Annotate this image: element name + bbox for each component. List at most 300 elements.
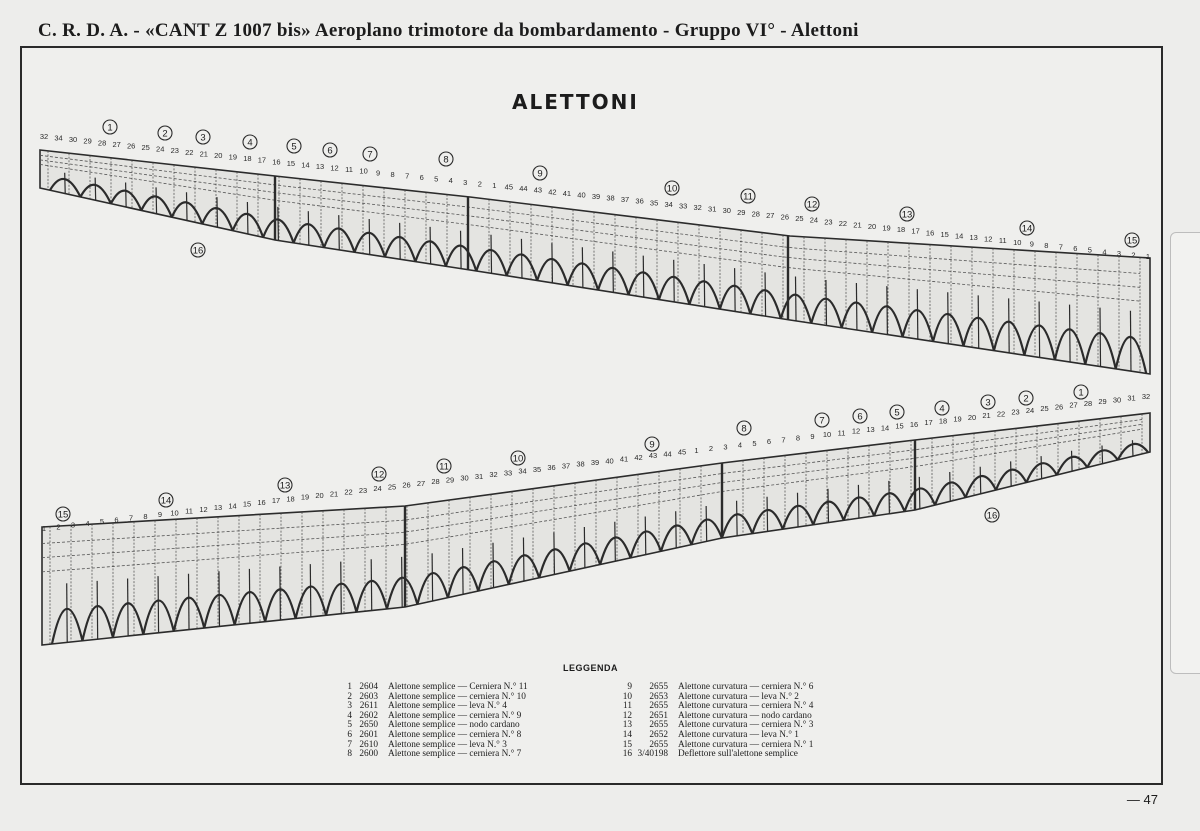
rib-number: 7 <box>128 513 134 523</box>
legend-item-number: 13 <box>622 720 632 731</box>
legend-item-number: 1 <box>347 682 352 692</box>
legend-item-code: 2602 <box>359 710 378 721</box>
truss-strut <box>828 489 829 523</box>
legend-left-column <box>338 683 618 760</box>
rib-number: 30 <box>722 206 731 216</box>
truss-strut <box>369 219 370 255</box>
truss-strut <box>889 481 890 514</box>
rib-number: 14 <box>954 231 964 241</box>
truss-strut <box>1009 298 1010 352</box>
rib-number: 38 <box>576 459 585 469</box>
rib-number: 28 <box>431 477 440 487</box>
truss-strut <box>676 511 677 548</box>
rib-number: 7 <box>405 171 410 181</box>
truss-strut <box>978 295 979 348</box>
legend-item-code: 2653 <box>649 691 668 702</box>
legend-item-number: 4 <box>347 710 352 721</box>
truss-strut <box>217 197 218 227</box>
rib-number: 10 <box>359 166 368 176</box>
rib-number: 28 <box>751 209 760 219</box>
rib-number: 13 <box>315 162 325 171</box>
legend-item-number: 9 <box>627 682 632 692</box>
rib-number: 27 <box>1069 400 1078 410</box>
rib-number: 29 <box>1098 397 1107 407</box>
truss-strut <box>765 272 766 316</box>
rib-number: 22 <box>344 487 353 497</box>
legend-item-number: 14 <box>622 729 632 740</box>
legend-item-text: Alettone curvatura — nodo cardano <box>678 710 812 721</box>
rib-number: 24 <box>373 484 382 494</box>
legend-item-code: 2655 <box>649 701 668 712</box>
truss-strut <box>400 223 401 259</box>
truss-strut <box>643 256 644 298</box>
rib-number: 44 <box>519 184 528 194</box>
truss-strut <box>826 280 827 326</box>
rib-number: 21 <box>199 149 208 159</box>
legend-item-number: 15 <box>622 739 632 750</box>
rib-number: 15 <box>940 229 949 239</box>
truss-strut <box>584 527 585 568</box>
rib-number: 6 <box>114 515 119 525</box>
rib-number: 12 <box>851 426 861 436</box>
rib-number: 6 <box>766 437 772 447</box>
truss-strut <box>950 472 951 501</box>
callout-number: 13 <box>901 209 913 221</box>
rib-number: 11 <box>185 506 193 516</box>
truss-strut <box>430 227 431 264</box>
truss-strut <box>187 192 188 220</box>
truss-strut <box>339 215 340 250</box>
callout-number: 8 <box>741 423 747 435</box>
truss-strut <box>704 264 705 307</box>
rib-number: 26 <box>126 141 136 151</box>
rib-number: 35 <box>532 464 542 474</box>
truss-strut <box>887 286 888 334</box>
rib-number: 45 <box>677 447 687 457</box>
rib-number: 38 <box>606 193 615 203</box>
legend-item-text: Alettone semplice — leva N.° 4 <box>388 701 507 712</box>
rib-number: 32 <box>693 203 702 213</box>
rib-number: 28 <box>97 138 107 148</box>
rib-number: 16 <box>257 497 266 507</box>
callout-number: 9 <box>537 168 543 180</box>
rib-number: 43 <box>648 451 658 461</box>
callout-number: 9 <box>649 439 655 451</box>
rib-number: 5 <box>434 174 439 184</box>
legend-item-number: 6 <box>347 729 352 740</box>
callout-number: 15 <box>57 509 69 521</box>
legend-row <box>618 750 898 760</box>
legend-item-text: Alettone semplice — cerniera N.° 9 <box>388 710 522 721</box>
rib-number: 4 <box>1102 247 1107 257</box>
truss-strut <box>798 493 799 527</box>
rib-number: 17 <box>271 496 281 506</box>
callout-number: 7 <box>819 415 825 427</box>
rib-number: 24 <box>156 144 165 154</box>
truss-strut <box>674 260 675 302</box>
callout-number: 12 <box>806 199 818 211</box>
rib-number: 5 <box>752 438 757 448</box>
rib-number: 9 <box>1029 239 1034 249</box>
legend-item-text: Deflettore sull'alettone semplice <box>678 749 798 760</box>
rib-number: 41 <box>562 188 572 198</box>
truss-strut <box>582 247 583 287</box>
callout-number: 2 <box>1023 393 1029 405</box>
callout-number: 10 <box>512 453 524 465</box>
rib-number: 13 <box>213 503 223 513</box>
rib-number: 16 <box>909 419 919 429</box>
rib-number: 39 <box>591 192 601 201</box>
callout-number: 8 <box>443 154 449 166</box>
rib-number: 25 <box>141 143 150 153</box>
truss-strut <box>1102 445 1103 463</box>
rib-number: 21 <box>853 220 862 230</box>
callout-number: 4 <box>247 137 253 149</box>
truss-strut <box>158 576 159 633</box>
legend-item-number: 7 <box>347 739 352 750</box>
rib-number: 30 <box>68 135 78 145</box>
rib-number: 42 <box>634 452 643 462</box>
callout-number: 5 <box>894 407 900 419</box>
rib-number: 33 <box>678 201 688 211</box>
truss-strut <box>67 583 68 642</box>
rib-number: 18 <box>243 154 252 164</box>
rib-number: 16 <box>925 228 935 238</box>
rib-number: 10 <box>822 430 832 440</box>
callout-number: 11 <box>743 191 753 203</box>
truss-strut <box>615 522 616 561</box>
rib-number: 21 <box>982 411 991 421</box>
rib-number: 10 <box>1013 237 1022 247</box>
rib-number: 5 <box>99 517 105 527</box>
rib-number: 17 <box>924 418 933 428</box>
rib-number: 12 <box>984 234 993 244</box>
rib-number: 30 <box>1112 395 1122 405</box>
rib-number: 12 <box>199 504 208 514</box>
rib-number: 22 <box>838 218 848 228</box>
rib-number: 4 <box>448 176 453 186</box>
rib-number: 2 <box>56 522 61 532</box>
truss-strut <box>948 292 949 343</box>
callout-number: 6 <box>857 411 863 423</box>
rib-number: 37 <box>620 195 630 205</box>
truss-strut <box>493 543 494 588</box>
truss-strut <box>554 532 555 574</box>
rib-number: 24 <box>809 215 819 225</box>
rib-number: 35 <box>649 198 659 208</box>
legend-item-number: 3 <box>347 701 352 712</box>
rib-number: 17 <box>911 226 920 236</box>
rib-number: 20 <box>967 412 977 422</box>
rib-number: 13 <box>969 233 978 243</box>
rib-number: 7 <box>1058 242 1063 252</box>
truss-strut <box>65 173 66 194</box>
rib-number: 40 <box>577 190 586 200</box>
rib-number: 2 <box>477 179 482 189</box>
rib-number: 23 <box>170 146 179 156</box>
truss-strut <box>858 485 859 518</box>
truss-strut <box>278 207 279 240</box>
callout-number: 16 <box>192 245 204 257</box>
callout-number: 1 <box>107 122 113 134</box>
rib-number: 1 <box>1145 252 1151 261</box>
legend-item-number: 16 <box>622 749 632 760</box>
truss-strut <box>1132 440 1133 456</box>
legend-item-code: 2655 <box>649 682 668 692</box>
rib-number: 34 <box>518 466 527 476</box>
truss-strut <box>1100 308 1101 367</box>
drawing-title: ALETTONI <box>512 90 639 114</box>
rib-number: 1 <box>41 524 47 533</box>
rib-number: 22 <box>996 409 1006 419</box>
rib-number: 20 <box>867 222 877 231</box>
legend-title: LEGGENDA <box>563 663 619 673</box>
truss-strut <box>1011 461 1012 486</box>
rib-number: 32 <box>1141 392 1151 401</box>
rib-number: 29 <box>737 207 746 217</box>
truss-strut <box>308 211 309 245</box>
truss-strut <box>247 202 248 234</box>
truss-strut <box>189 574 190 630</box>
legend-row <box>338 750 618 760</box>
rib-number: 1 <box>694 445 699 455</box>
truss-strut <box>737 501 738 536</box>
rib-number: 2 <box>1131 250 1136 260</box>
legend-item-text: Alettone semplice — cerniera N.° 7 <box>388 749 522 760</box>
callout-number: 11 <box>439 461 449 473</box>
legend-item-code: 2651 <box>649 710 668 721</box>
callout-number: 4 <box>939 403 945 415</box>
rib-number: 8 <box>390 169 395 179</box>
rib-number: 30 <box>460 473 469 483</box>
rib-number: 27 <box>766 210 775 220</box>
truss-strut <box>1039 302 1040 358</box>
callout-number: 7 <box>367 149 373 161</box>
rib-number: 15 <box>895 421 904 431</box>
truss-strut <box>1070 305 1071 362</box>
legend-item-number: 2 <box>347 691 352 702</box>
truss-strut <box>463 548 464 594</box>
truss-strut <box>645 517 646 555</box>
rib-number: 1 <box>492 180 497 190</box>
rib-number: 4 <box>85 518 90 528</box>
callout-number: 1 <box>1078 387 1084 399</box>
legend-item-text: Alettone semplice — cerniera N.° 8 <box>388 729 522 740</box>
legend-item-code: 2601 <box>359 729 378 740</box>
rib-number: 40 <box>605 456 614 466</box>
rib-number: 19 <box>882 223 891 233</box>
rib-number: 25 <box>1040 404 1049 414</box>
truss-strut <box>706 506 707 541</box>
rib-number: 26 <box>402 480 411 490</box>
legend-item-number: 8 <box>347 749 352 760</box>
legend-item-text: Alettone curvatura — cerniera N.° 1 <box>678 739 814 750</box>
rib-number: 15 <box>242 499 252 509</box>
rib-number: 8 <box>1044 240 1049 250</box>
truss-strut <box>1072 451 1073 471</box>
legend-item-text: Alettone semplice — cerniera N.° 10 <box>388 691 526 702</box>
rib-number: 3 <box>723 442 728 452</box>
truss-strut <box>980 467 981 494</box>
rib-number: 45 <box>504 182 514 192</box>
rib-number: 14 <box>301 160 310 170</box>
legend-item-text: Alettone curvatura — cerniera N.° 4 <box>678 701 814 712</box>
callout-number: 14 <box>160 495 172 507</box>
rib-number: 8 <box>143 511 148 521</box>
rib-number: 6 <box>1073 244 1078 254</box>
rib-number: 23 <box>1011 407 1020 417</box>
callout-number: 6 <box>327 145 333 157</box>
rib-number: 29 <box>445 475 455 485</box>
legend-item-number: 12 <box>622 710 632 721</box>
truss-strut <box>371 559 372 610</box>
legend-item-text: Alettone curvatura — cerniera N.° 3 <box>678 720 814 731</box>
rib-number: 29 <box>83 136 92 146</box>
rib-number: 36 <box>547 463 556 473</box>
truss-strut <box>219 571 220 626</box>
legend-item-text: Alettone semplice — Cerniera N.° 11 <box>388 682 528 692</box>
rib-number: 14 <box>880 423 890 433</box>
legend-item-text: Alettone semplice — nodo cardano <box>388 720 520 731</box>
document-header: C. R. D. A. - «CANT Z 1007 bis» Aeroplano trimotore da bombardamento - Gruppo VI° - Alettoni <box>38 20 859 41</box>
rib-number: 23 <box>358 485 368 495</box>
callout-number: 14 <box>1021 223 1033 235</box>
rib-number: 25 <box>387 482 397 492</box>
truss-strut <box>1041 456 1042 479</box>
truss-strut <box>735 268 736 311</box>
rib-number: 9 <box>157 510 163 520</box>
rib-number: 3 <box>463 177 468 187</box>
truss-strut <box>402 557 403 607</box>
rib-number: 43 <box>533 185 543 195</box>
rib-number: 34 <box>54 133 63 143</box>
truss-strut <box>856 283 857 330</box>
rib-number: 26 <box>1054 402 1064 412</box>
rib-number: 4 <box>737 440 743 450</box>
rib-number: 32 <box>39 132 49 141</box>
rib-number: 14 <box>228 501 237 511</box>
rib-number: 32 <box>489 470 498 480</box>
callout-number: 16 <box>986 510 998 522</box>
truss-strut <box>461 231 462 269</box>
legend-item-text: Alettone semplice — leva N.° 3 <box>388 739 507 750</box>
rib-number: 9 <box>810 431 815 441</box>
rib-number: 6 <box>419 173 424 183</box>
legend-item-text: Alettone curvatura — leva N.° 1 <box>678 729 799 740</box>
rib-number: 19 <box>300 492 310 502</box>
legend-item-code: 2655 <box>649 720 668 731</box>
legend-item-number: 11 <box>623 701 632 712</box>
rib-number: 27 <box>112 139 121 149</box>
rib-number: 25 <box>795 214 804 224</box>
rib-number: 28 <box>1083 398 1093 408</box>
rib-number: 11 <box>998 236 1007 246</box>
rib-number: 37 <box>561 461 571 471</box>
truss-strut <box>796 277 797 321</box>
rib-number: 36 <box>635 196 644 206</box>
truss-strut <box>341 562 342 614</box>
legend-right-column <box>618 683 898 760</box>
truss-strut <box>126 182 127 207</box>
rib-number: 21 <box>329 489 339 499</box>
truss-strut <box>552 243 553 283</box>
page-number: — 47 <box>1126 792 1158 807</box>
legend-item-number: 10 <box>622 691 632 702</box>
legend-item-code: 2611 <box>359 701 378 712</box>
rib-number: 26 <box>780 212 790 222</box>
truss-strut <box>432 553 433 601</box>
rib-number: 24 <box>1025 405 1035 415</box>
rib-number: 44 <box>663 449 672 459</box>
legend-item-code: 2650 <box>359 720 378 731</box>
truss-strut <box>523 538 524 582</box>
rib-number: 22 <box>185 147 194 157</box>
truss-strut <box>919 477 920 508</box>
rib-number: 11 <box>837 428 846 438</box>
callout-number: 2 <box>162 128 168 140</box>
legend-item-text: Alettone curvatura — cerniera N.° 6 <box>678 682 814 692</box>
legend-item-code: 2600 <box>359 749 378 760</box>
rib-number: 20 <box>315 491 324 500</box>
rib-number: 13 <box>866 425 875 434</box>
rib-number: 9 <box>376 168 381 178</box>
rib-number: 8 <box>795 433 801 443</box>
rib-number: 18 <box>286 494 295 504</box>
truss-strut <box>95 178 96 201</box>
truss-strut <box>521 239 522 278</box>
truss-strut <box>310 564 311 617</box>
legend-item-code: 2604 <box>359 682 378 692</box>
rib-number: 20 <box>214 150 223 160</box>
rib-number: 17 <box>257 155 267 165</box>
rib-number: 2 <box>708 444 714 454</box>
rib-number: 31 <box>474 471 484 481</box>
rib-number: 3 <box>70 520 76 530</box>
legend-item-code: 2610 <box>359 739 378 750</box>
truss-strut <box>249 569 250 623</box>
rib-number: 23 <box>824 217 833 227</box>
legend-item-code: 2652 <box>649 729 668 740</box>
rib-number: 27 <box>416 478 426 488</box>
callout-number: 5 <box>291 141 297 153</box>
truss-strut <box>280 566 281 620</box>
rib-number: 3 <box>1116 248 1122 258</box>
legend-item-number: 5 <box>347 720 352 731</box>
legend-item-code: 3/40198 <box>637 749 668 760</box>
rib-number: 11 <box>345 165 353 175</box>
truss-strut <box>613 251 614 292</box>
rib-number: 39 <box>590 458 600 467</box>
rib-number: 31 <box>708 204 717 214</box>
rib-number: 5 <box>1087 245 1092 255</box>
rib-number: 16 <box>272 157 281 167</box>
truss-strut <box>128 579 129 636</box>
rib-number: 19 <box>228 152 238 162</box>
callout-number: 3 <box>200 132 206 144</box>
callout-number: 10 <box>666 183 678 195</box>
rib-number: 41 <box>619 454 629 464</box>
rib-number: 7 <box>781 435 786 445</box>
truss-strut <box>1130 311 1131 371</box>
truss-strut <box>917 289 918 339</box>
callout-number: 15 <box>1126 235 1138 247</box>
rib-number: 33 <box>503 468 513 478</box>
rib-number: 19 <box>953 414 962 424</box>
rib-number: 18 <box>938 416 948 426</box>
truss-strut <box>491 235 492 274</box>
legend-item-code: 2655 <box>649 739 668 750</box>
legend-item-text: Alettone curvatura — leva N.° 2 <box>678 691 799 702</box>
